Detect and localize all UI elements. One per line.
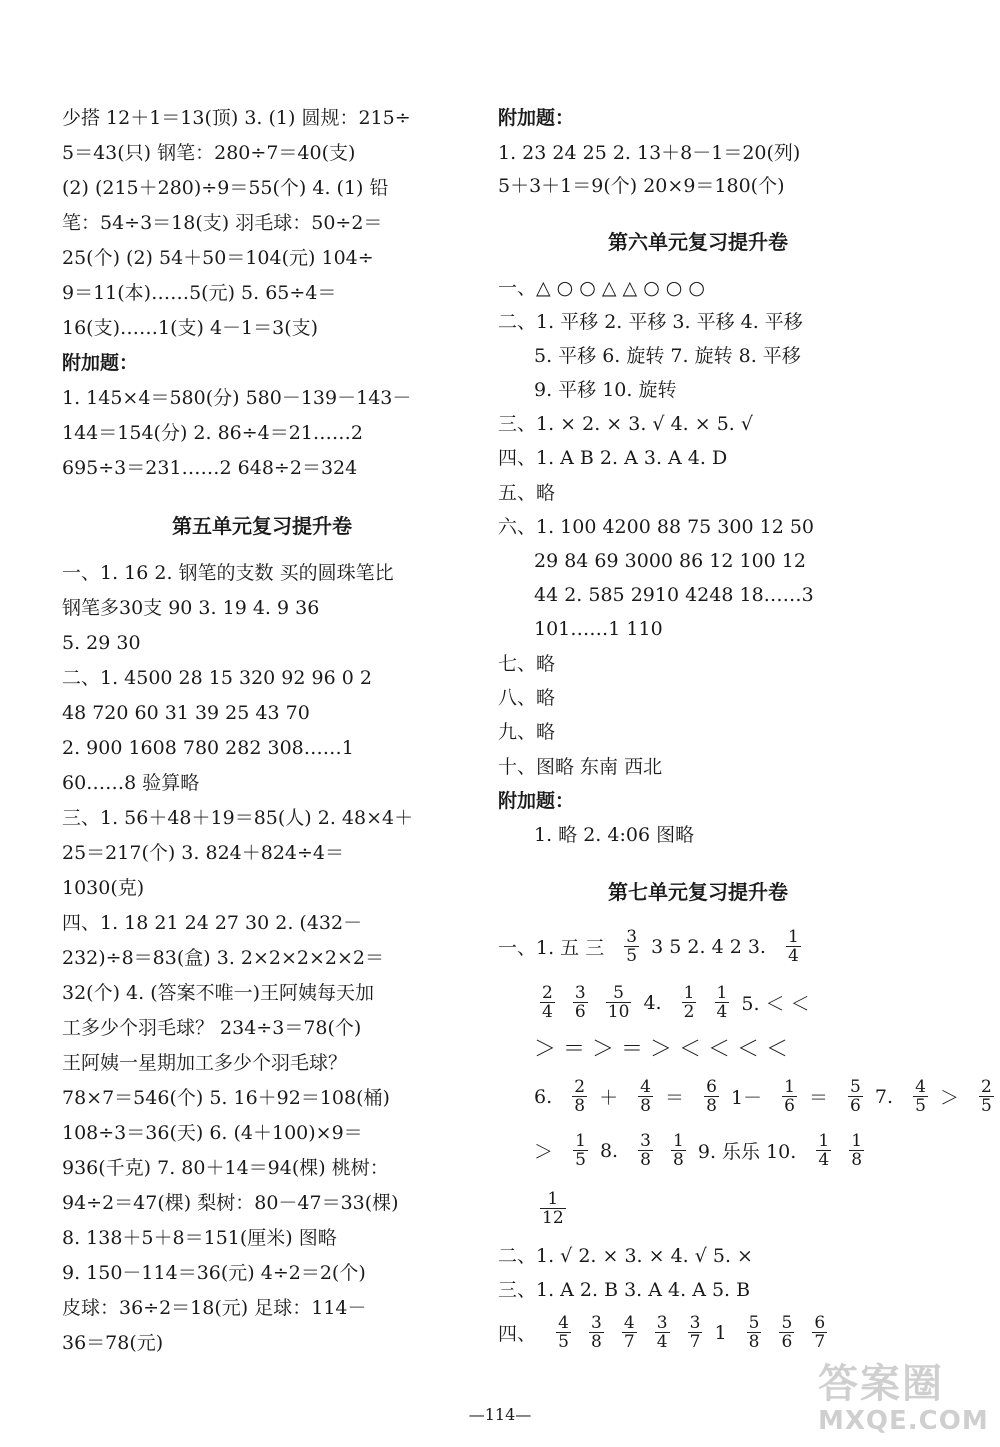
- answer-line: 9. 平移 10. 旋转: [534, 379, 677, 401]
- answer-line: 七、略: [498, 653, 556, 675]
- fraction-row: [534, 1132, 870, 1169]
- answer-line: 5＋3＋1＝9(个) 20×9＝180(个): [498, 175, 785, 197]
- answer-text: 3 5 2. 4 2 3.: [651, 935, 766, 958]
- fraction: $\frac{1}{4}$: [716, 983, 728, 1022]
- fraction: $\frac{1}{6}$: [784, 1077, 795, 1116]
- fraction-row: [534, 1190, 572, 1227]
- answer-line: 5＝43(只) 钢笔：280÷7＝40(支): [62, 142, 356, 164]
- fraction: $\frac{5}{6}$: [850, 1077, 861, 1116]
- fraction: $\frac{1}{4}$: [818, 1131, 830, 1170]
- fraction: $\frac{2}{4}$: [542, 983, 553, 1022]
- answer-line: 五、略: [498, 482, 556, 504]
- watermark-url: MXQE.COM: [818, 1406, 989, 1436]
- answer-line: 三、1. 56＋48＋19＝85(人) 2. 48×4＋: [62, 807, 414, 829]
- fraction: $\frac{3}{5}$: [626, 927, 638, 966]
- answer-line: 94÷2＝47(棵) 梨树：80－47＝33(棵): [62, 1192, 399, 1214]
- answer-line: 60……8 验算略: [62, 772, 200, 794]
- fraction: $\frac{4}{5}$: [915, 1077, 926, 1116]
- fraction: $\frac{6}{7}$: [814, 1313, 826, 1352]
- page-number: —114—: [468, 1405, 532, 1424]
- fraction: $\frac{5}{8}$: [748, 1313, 760, 1352]
- fraction: $\frac{1}{12}$: [542, 1189, 564, 1228]
- bonus-label: 附加题：: [498, 790, 575, 812]
- answer-line: 六、1. 100 4200 88 75 300 12 50: [498, 516, 814, 538]
- fraction: $\frac{4}{8}$: [640, 1077, 651, 1116]
- answer-line: 四、1. 18 21 24 27 30 2. (432－: [62, 912, 363, 934]
- answer-text: 一、1. 五 三: [498, 937, 605, 959]
- answer-line: 8. 138＋5＋8＝151(厘米) 图略: [62, 1227, 337, 1249]
- fraction: $\frac{3}{8}$: [640, 1131, 651, 1170]
- answer-text: 四、: [498, 1323, 537, 1345]
- answer-line: 5. 平移 6. 旋转 7. 旋转 8. 平移: [534, 345, 801, 367]
- answer-text: 5. ＜ ＜: [741, 993, 810, 1015]
- answer-line: 八、略: [498, 687, 556, 709]
- answer-line: 2. 900 1608 780 282 308……1: [62, 737, 354, 759]
- answer-line: 三、1. A 2. B 3. A 4. A 5. B: [498, 1279, 751, 1301]
- answer-line: 78×7＝546(个) 5. 16＋92＝108(桶): [62, 1087, 390, 1109]
- answer-line: (2) (215＋280)÷9＝55(个) 4. (1) 铅: [62, 177, 389, 199]
- fraction: $\frac{1}{4}$: [788, 927, 799, 966]
- answer-line: 九、略: [498, 721, 556, 743]
- unit6-heading: 第六单元复习提升卷: [608, 230, 788, 254]
- answer-line: 十、图略 东南 西北: [498, 756, 663, 778]
- fraction: $\frac{6}{8}$: [706, 1077, 717, 1116]
- fraction: $\frac{5}{10}$: [607, 983, 630, 1022]
- answer-text: 1－: [730, 1087, 763, 1109]
- answer-line: 工多少个羽毛球？ 234÷3＝78(个): [62, 1017, 362, 1039]
- answer-line: 1030(克): [62, 877, 145, 899]
- answer-text: 6.: [534, 1085, 553, 1108]
- answer-text: 1: [714, 1321, 727, 1344]
- bonus-label: 附加题：: [498, 107, 575, 129]
- equals-sign: ＝: [808, 1087, 828, 1109]
- answer-line: 钢笔多30支 90 3. 19 4. 9 36: [62, 597, 320, 619]
- answer-line: 二、1. 4500 28 15 320 92 96 0 2: [62, 667, 372, 689]
- answer-line: 32(个) 4. (答案不唯一)王阿姨每天加: [62, 982, 375, 1004]
- fraction: $\frac{2}{5}$: [981, 1077, 992, 1116]
- answer-line: 16(支)……1(支) 4－1＝3(支): [62, 317, 319, 339]
- bonus-label: 附加题：: [62, 352, 139, 374]
- answer-line: 一、△ ○ ○ △ △ ○ ○ ○: [498, 277, 706, 299]
- answer-line: 36＝78(元): [62, 1332, 164, 1354]
- fraction: $\frac{1}{8}$: [673, 1131, 684, 1170]
- fraction-row: [534, 984, 818, 1021]
- fraction-row: [498, 928, 807, 965]
- answer-line: 皮球：36÷2＝18(元) 足球：114－: [62, 1297, 367, 1319]
- equals-sign: ＝: [665, 1087, 685, 1109]
- answer-line: 25(个) (2) 54＋50＝104(元) 104÷: [62, 247, 374, 269]
- fraction: $\frac{5}{6}$: [781, 1313, 793, 1352]
- answer-line: 48 720 60 31 39 25 43 70: [62, 702, 310, 724]
- answer-line: 1. 145×4＝580(分) 580－139－143－: [62, 387, 412, 409]
- answer-line: 29 84 69 3000 86 12 100 12: [534, 550, 806, 572]
- fraction: $\frac{3}{6}$: [574, 983, 586, 1022]
- fraction: $\frac{1}{8}$: [851, 1131, 863, 1170]
- answer-line: 108÷3＝36(天) 6. (4＋100)×9＝: [62, 1122, 363, 1144]
- fraction: $\frac{1}{2}$: [683, 983, 695, 1022]
- answer-line: 二、1. 平移 2. 平移 3. 平移 4. 平移: [498, 311, 803, 333]
- answer-line: 695÷3＝231……2 648÷2＝324: [62, 457, 358, 479]
- fraction: $\frac{3}{4}$: [656, 1313, 668, 1352]
- answer-text: 7.: [874, 1085, 894, 1108]
- answer-line: 44 2. 585 2910 4248 18……3: [534, 584, 814, 606]
- fraction: $\frac{3}{7}$: [689, 1313, 701, 1352]
- greater-sign: ＞: [534, 1141, 554, 1163]
- fraction-row: [498, 1314, 833, 1351]
- fraction: $\frac{4}{5}$: [558, 1313, 569, 1352]
- greater-sign: ＞: [939, 1087, 959, 1109]
- watermark-text: 答案圈: [818, 1361, 944, 1407]
- answer-text: 4.: [643, 991, 662, 1014]
- watermark-logo: [818, 1362, 988, 1440]
- unit7-heading: 第七单元复习提升卷: [608, 880, 788, 904]
- compare-symbols: ＞ ＝ ＞ ＝ ＞ ＜ ＜ ＜ ＜: [534, 1037, 788, 1062]
- answer-line: 9. 150－114＝36(元) 4÷2＝2(个): [62, 1262, 366, 1284]
- answer-line: 232)÷8＝83(盒) 3. 2×2×2×2×2＝: [62, 947, 385, 969]
- fraction-row: [534, 1078, 1000, 1115]
- answer-line: 四、1. A B 2. A 3. A 4. D: [498, 447, 728, 469]
- answer-line: 5. 29 30: [62, 632, 141, 654]
- fraction: $\frac{4}{7}$: [623, 1313, 635, 1352]
- answer-line: 少搭 12＋1＝13(顶) 3. (1) 圆规：215÷: [62, 107, 411, 129]
- fraction: $\frac{1}{5}$: [575, 1131, 586, 1170]
- answer-line: 笔：54÷3＝18(支) 羽毛球：50÷2＝: [62, 212, 383, 234]
- plus-sign: ＋: [599, 1087, 619, 1109]
- answer-line: 王阿姨一星期加工多少个羽毛球？: [62, 1052, 348, 1074]
- answer-line: 144＝154(分) 2. 86÷4＝21……2: [62, 422, 364, 444]
- answer-line: 二、1. √ 2. × 3. × 4. √ 5. ×: [498, 1245, 753, 1267]
- answer-text: 9. 乐乐 10.: [697, 1141, 797, 1163]
- answer-line: 936(千克) 7. 80＋14＝94(棵) 桃树：: [62, 1157, 389, 1179]
- answer-line: 9＝11(本)……5(元) 5. 65÷4＝: [62, 282, 337, 304]
- answer-line: 一、1. 16 2. 钢笔的支数 买的圆珠笔比: [62, 562, 394, 584]
- fraction: $\frac{3}{8}$: [590, 1313, 602, 1352]
- answer-line: 1. 23 24 25 2. 13＋8－1＝20(列): [498, 142, 801, 164]
- unit5-heading: 第五单元复习提升卷: [172, 514, 352, 538]
- answer-line: 三、1. × 2. × 3. √ 4. × 5. √: [498, 413, 753, 435]
- fraction: $\frac{2}{8}$: [574, 1077, 586, 1116]
- answer-line: 1. 略 2. 4:06 图略: [534, 824, 695, 846]
- answer-text: 8.: [599, 1139, 619, 1162]
- answer-line: 101……1 110: [534, 618, 663, 640]
- answer-line: 25＝217(个) 3. 824＋824÷4＝: [62, 842, 345, 864]
